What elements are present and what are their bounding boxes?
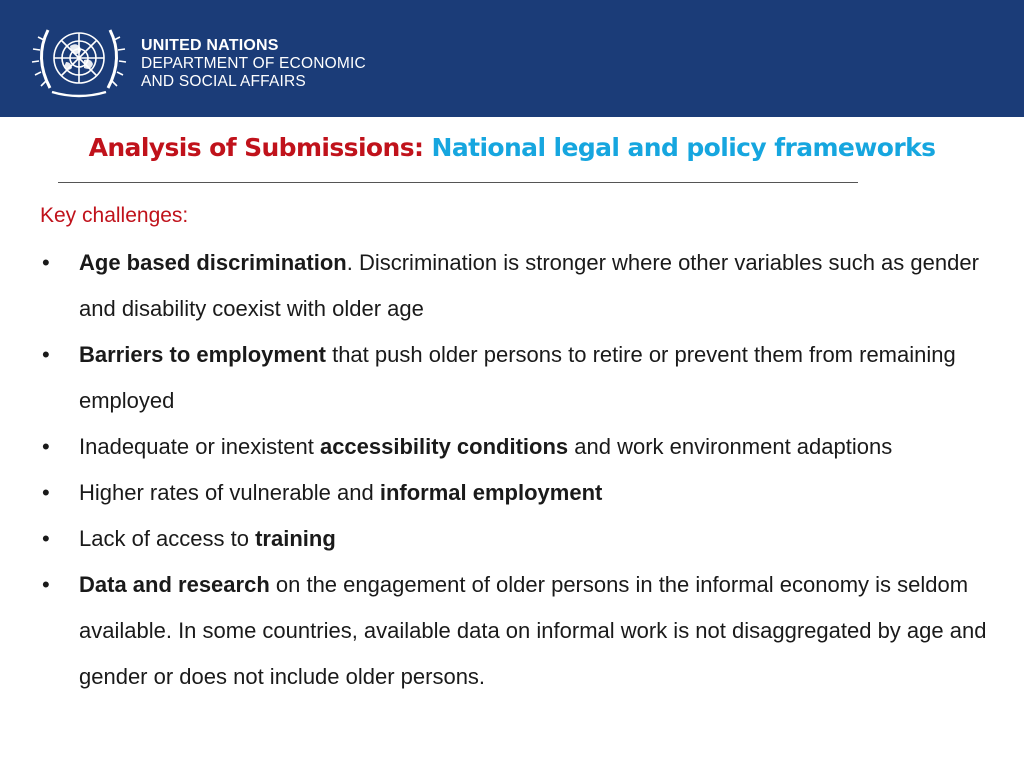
bullet-icon: • <box>42 572 50 597</box>
slide-title <box>0 133 1024 162</box>
bullet-icon: • <box>42 250 50 275</box>
org-name-line3: AND SOCIAL AFFAIRS <box>141 73 306 90</box>
item-text: Lack of access to <box>79 526 256 551</box>
item-text: Higher rates of vulnerable and <box>79 480 380 505</box>
list-item <box>40 424 1000 470</box>
slide-title-topic: National legal and policy frameworks <box>431 133 936 162</box>
item-emphasis: training <box>255 526 336 551</box>
item-text: that push older persons to retire or prevent them from remaining employed <box>79 342 956 413</box>
header-banner <box>0 0 1024 117</box>
list-item <box>40 470 1000 516</box>
item-emphasis: Data and research <box>79 572 270 597</box>
item-text: Inadequate or inexistent <box>79 434 320 459</box>
un-emblem-icon <box>30 20 128 98</box>
item-emphasis: informal employment <box>379 480 603 505</box>
item-emphasis: Age based discrimination <box>79 250 347 275</box>
list-item <box>40 562 1000 700</box>
item-text: . Discrimination is stronger where other variables such as gender and disability coexist with older age <box>79 250 979 321</box>
title-divider <box>58 182 858 183</box>
item-emphasis: Barriers to employment <box>79 342 326 367</box>
item-text: on the engagement of older persons in the informal economy is seldom available. In some countries, available data on informal work is not disaggregated by age and gender or does not include older persons. <box>79 572 987 689</box>
list-item <box>40 332 1000 424</box>
challenges-list <box>40 240 1000 700</box>
org-name-line2: DEPARTMENT OF ECONOMIC <box>141 55 366 72</box>
item-text: and work environment adaptions <box>568 434 893 459</box>
org-name-line1: UNITED NATIONS <box>141 37 279 54</box>
item-emphasis: accessibility conditions <box>319 434 569 459</box>
bullet-icon: • <box>42 526 50 551</box>
key-challenges-heading: Key challenges: <box>40 204 189 227</box>
org-name <box>141 37 366 91</box>
slide-title-prefix: Analysis of Submissions: <box>88 133 424 162</box>
bullet-icon: • <box>42 434 50 459</box>
bullet-icon: • <box>42 342 50 367</box>
list-item <box>40 516 1000 562</box>
bullet-icon: • <box>42 480 50 505</box>
list-item <box>40 240 1000 332</box>
